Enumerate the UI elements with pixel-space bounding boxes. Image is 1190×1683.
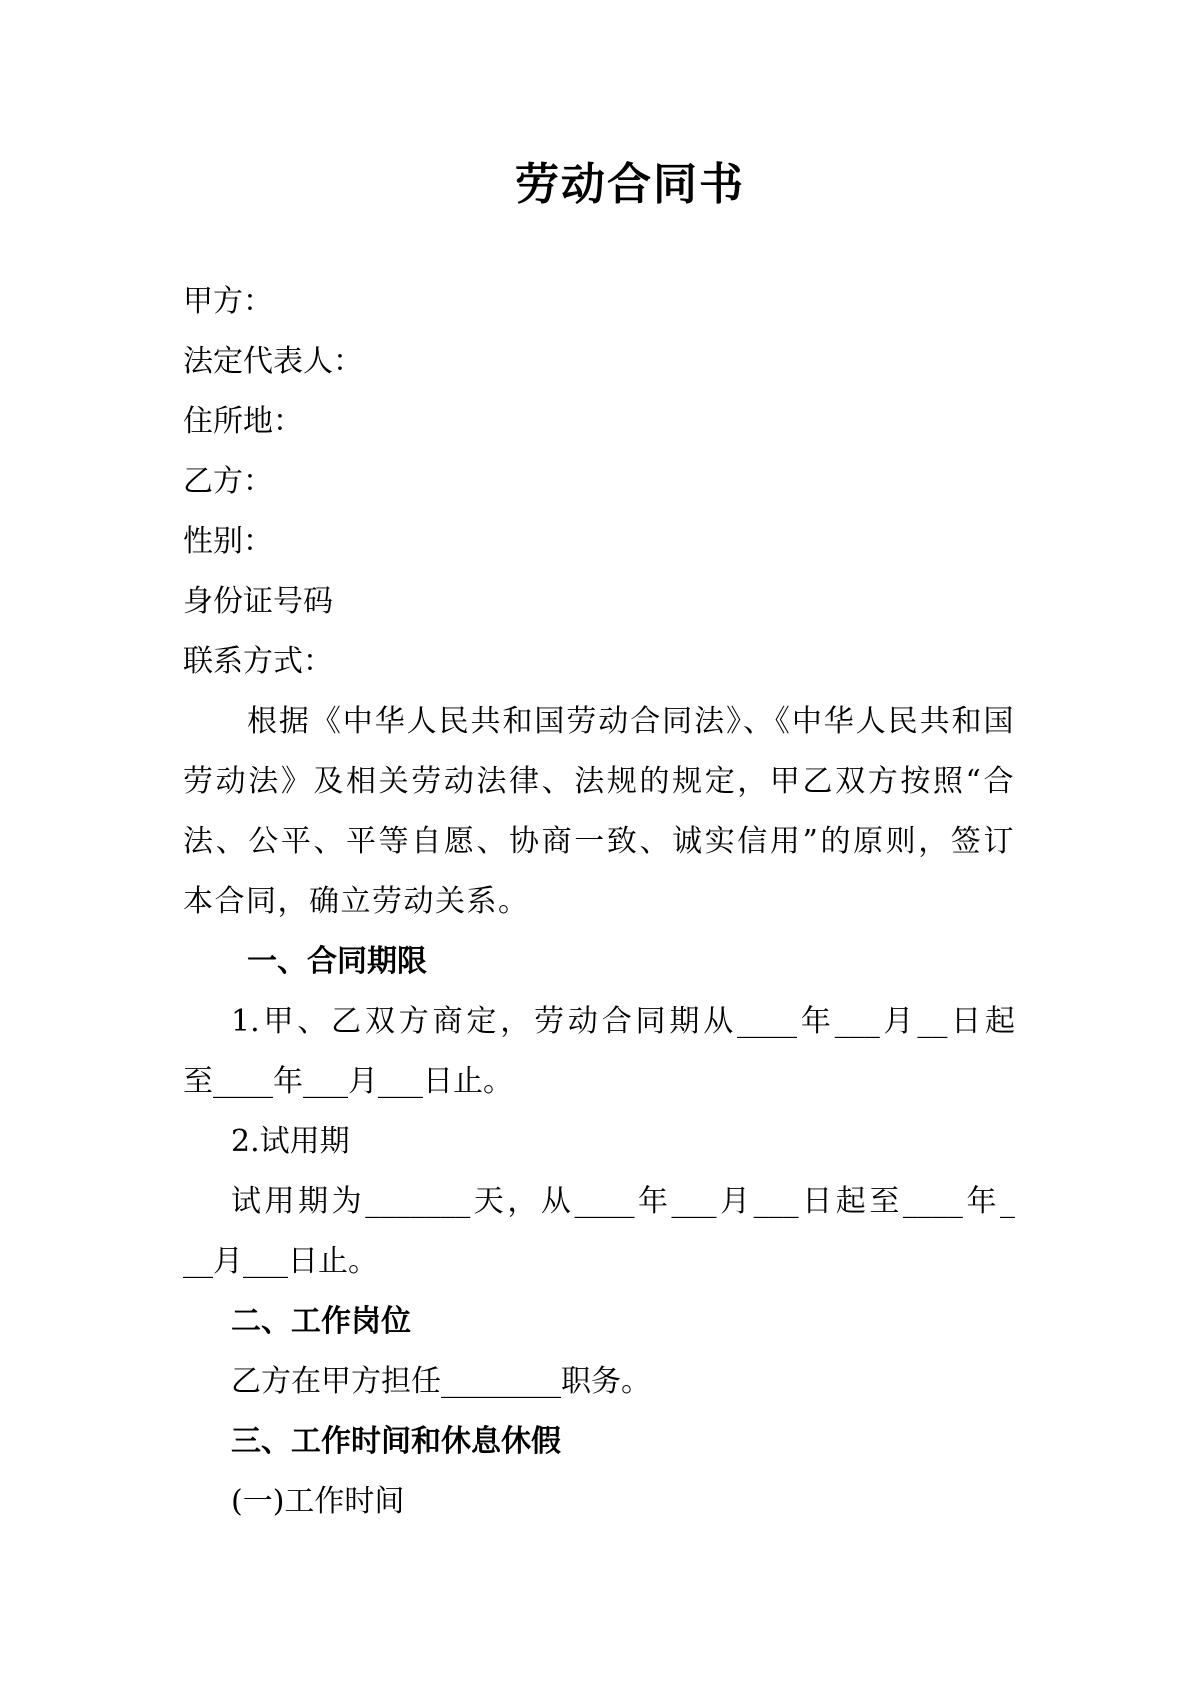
- field-id-number: 身份证号码: [183, 584, 333, 619]
- document-body: [183, 272, 1015, 1532]
- section-3-sub-1: (一)工作时间: [231, 1484, 405, 1519]
- section-3-heading: 三、工作时间和休息休假: [231, 1424, 561, 1459]
- section-1-item-2-title: 2.试用期: [231, 1124, 350, 1159]
- section-1-heading: 一、合同期限: [247, 944, 427, 979]
- section-1-item-2-line-1: 试用期为_______天，从____年___月___日起至____年_: [231, 1184, 1015, 1219]
- document-title: 劳动合同书: [515, 159, 745, 210]
- field-contact: 联系方式：: [183, 644, 333, 679]
- section-1-item-1-line-2: 至____年___月___日止。: [183, 1064, 513, 1099]
- section-1-item-1-line-1: 1.甲、乙双方商定，劳动合同期从____年___月__日起: [231, 1004, 1015, 1039]
- section-2-heading: 二、工作岗位: [231, 1304, 411, 1339]
- field-legal-representative: 法定代表人：: [183, 344, 363, 379]
- field-gender: 性别：: [183, 524, 273, 559]
- intro-paragraph: 根据《中华人民共和国劳动合同法》、《中华人民共和国劳动法》及相关劳动法律、法规的规定，甲乙双方按照“合法、公平、平等自愿、协商一致、诚实信用”的原则，签订本合同，确立劳动关系。: [183, 704, 1015, 919]
- field-party-b: 乙方：: [183, 464, 273, 499]
- field-address: 住所地：: [183, 404, 303, 439]
- section-1-item-2-line-2: __月___日止。: [183, 1244, 378, 1279]
- section-2-text: 乙方在甲方担任________职务。: [231, 1364, 651, 1399]
- field-party-a: 甲方：: [183, 284, 273, 319]
